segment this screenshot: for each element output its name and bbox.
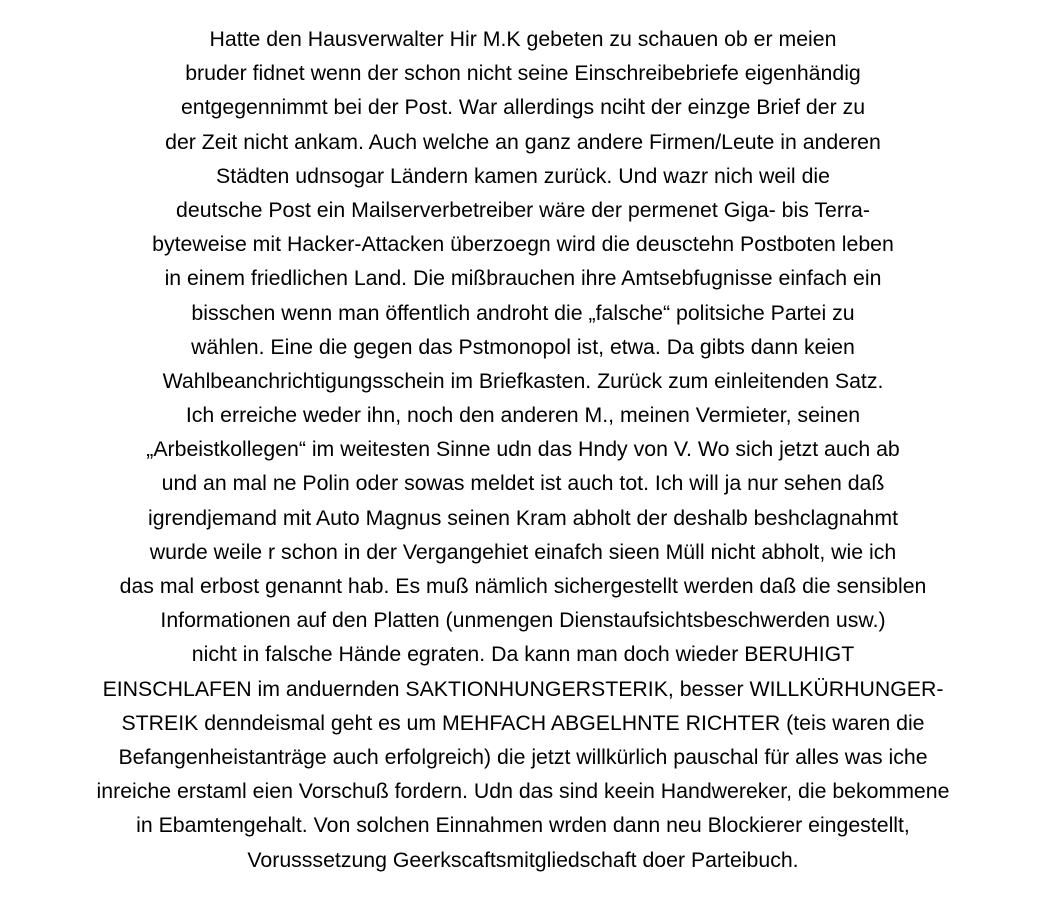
- text-line: in Ebamtengehalt. Von solchen Einnahmen wrden dann neu Blockierer eingestellt,: [136, 813, 910, 838]
- text-line: Informationen auf den Platten (unmengen Dienstaufsichtsbeschwerden usw.): [160, 608, 886, 633]
- text-line: bruder fidnet wenn der schon nicht seine Einschreibebriefe eigenhändig: [185, 61, 861, 86]
- text-line: Hatte den Hausverwalter Hir M.K gebeten zu schauen ob er meien: [209, 27, 837, 51]
- text-line: bisschen wenn man öffentlich androht die „falsche“ politsiche Partei zu: [191, 300, 855, 325]
- text-line: nicht in falsche Hände egraten. Da kann man doch wieder BERUHIGT: [191, 642, 855, 667]
- text-line: wurde weile r schon in der Vergangehiet einafch sieen Müll nicht abholt, wie ich: [149, 539, 897, 564]
- text-line: Städten udnsogar Ländern kamen zurück. Und wazr nich weil die: [216, 163, 830, 188]
- text-line: STREIK denndeismal geht es um MEHFACH ABGELHNTE RICHTER (teis waren die: [121, 710, 925, 735]
- text-line: Befangenheistanträge auch erfolgreich) die jetzt willkürlich pauschal für alles was iche: [118, 744, 928, 769]
- text-line: byteweise mit Hacker-Attacken überzoegn wird die deusctehn Postboten leben: [152, 232, 894, 257]
- text-line: Vorusssetzung Geerkscaftsmitgliedschaft doer Parteibuch.: [247, 847, 799, 872]
- text-line: Wahlbeanchrichtigungsschein im Briefkasten. Zurück zum einleitenden Satz.: [162, 368, 884, 393]
- text-line: in einem friedlichen Land. Die mißbrauchen ihre Amtsebfugnisse einfach ein: [164, 266, 882, 291]
- text-line: inreiche erstaml eien Vorschuß fordern. Udn das sind keein Handwereker, die bekommene: [96, 779, 950, 804]
- text-line: deutsche Post ein Mailserverbetreiber wäre der permenet Giga- bis Terra-: [176, 197, 870, 222]
- text-line: EINSCHLAFEN im anduernden SAKTIONHUNGERSTERIK, besser WILLKÜRHUNGER-: [102, 676, 944, 701]
- text-line: Ich erreiche weder ihn, noch den anderen M., meinen Vermieter, seinen: [185, 403, 861, 428]
- text-line: der Zeit nicht ankam. Auch welche an ganz andere Firmen/Leute in anderen: [165, 129, 881, 154]
- text-line: wählen. Eine die gegen das Pstmonopol ist, etwa. Da gibts dann keien: [191, 334, 855, 359]
- text-line: das mal erbost genannt hab. Es muß nämlich sichergestellt werden daß die sensiblen: [119, 574, 927, 598]
- document-body: [0, 22, 1046, 877]
- text-line: igrendjemand mit Auto Magnus seinen Kram abholt der deshalb beshclagnahmt: [147, 505, 899, 530]
- text-line: „Arbeistkollegen“ im weitesten Sinne udn das Hndy von V. Wo sich jetzt auch ab: [146, 437, 900, 462]
- text-line: entgegennimmt bei der Post. War allerdings nciht der einzge Brief der zu: [180, 95, 866, 120]
- text-line: und an mal ne Polin oder sowas meldet ist auch tot. Ich will ja nur sehen daß: [161, 471, 885, 496]
